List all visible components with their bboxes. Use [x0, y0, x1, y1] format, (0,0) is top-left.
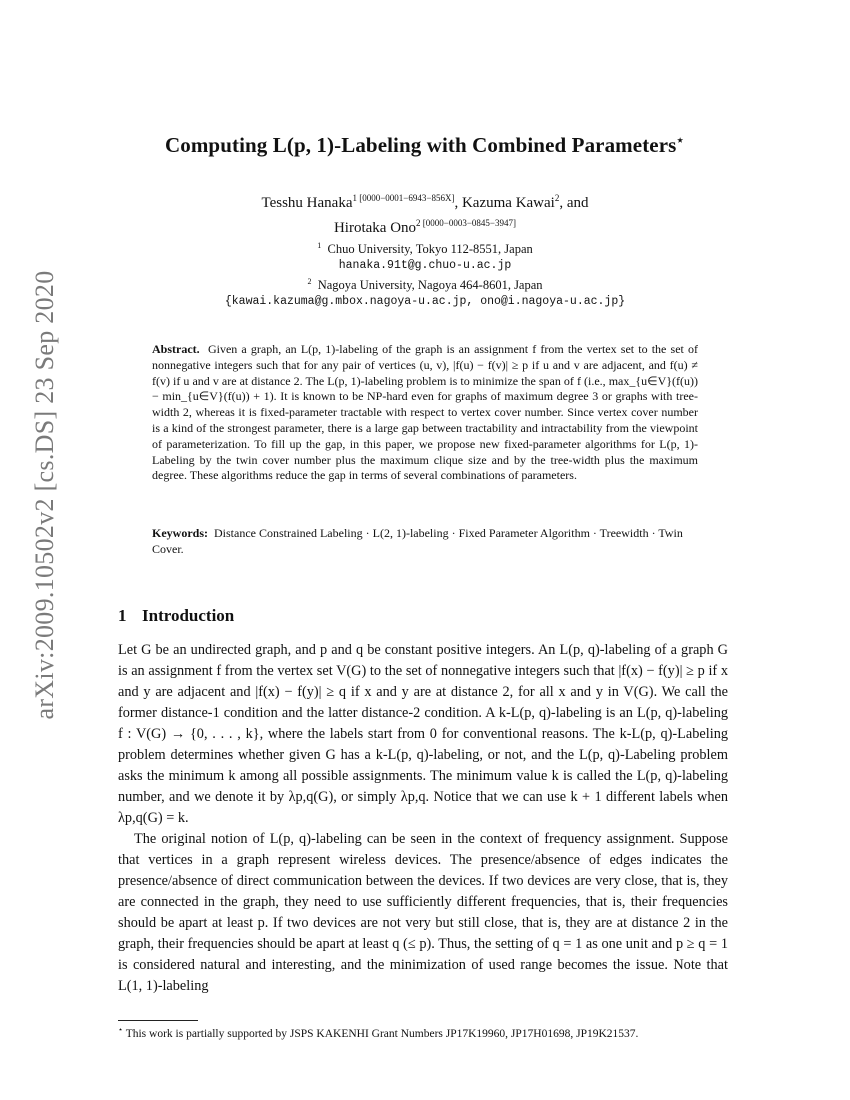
affiliation-2	[150, 274, 700, 294]
body-paragraph-2: The original notion of L(p, q)-labeling can be seen in the context of frequency assignment. Suppose that vertices in a graph represent wireless devices. The presence/absence of edges indicates the presence/absence of direct communication between the devices. If two devices are very close, that is, they are connected in the graph, they need to use sufficiently different frequencies, that is, their frequencies should be apart at least p. If two devices are not very but still close, that is, they are at distance 2 in the graph, their frequencies should be apart at least q (≤ p). Thus, the setting of q = 1 as one unit and p ≥ q = 1 is considered natural and interesting, and the minimization of used range becomes the issue. Note that L(1, 1)-labeling	[118, 831, 728, 994]
footnote-mark: ⋆	[118, 1025, 124, 1034]
section-title: Introduction	[142, 606, 235, 625]
affiliation-2-email: {kawai.kazuma@g.mbox.nagoya-u.ac.jp, ono@i.nagoya-u.ac.jp}	[224, 294, 626, 308]
body-paragraph-1: Let G be an undirected graph, and p and q be constant positive integers. An L(p, q)-labeling of a graph G is an assignment f from the vertex set V(G) to the set of nonnegative integers such that |f(x) − f(y)| ≥ p if x and y are adjacent and |f(x) − f(y)| ≥ q if x and y are at distance 2, for all x and y in V(G). We call the former distance-1 condition and the latter distance-2 condition. A k-L(p, q)-labeling is an L(p, q)-labeling f : V(G) → {0, . . . , k}, where the labels start from 0 for conventional reasons. The k-L(p, q)-Labeling problem determines whether given G has a k-L(p, q)-labeling, or not, and the L(p, q)-Labeling problem asks the minimum k among all possible assignments. The minimum value k is called the L(p, q)-labeling number, and we denote it by λp,q(G), or simply λp,q. Notice that we can use k + 1 different labels when λp,q(G) = k.	[118, 642, 728, 826]
affiliation-2-number: 2	[307, 277, 312, 287]
abstract	[152, 342, 698, 484]
affiliation-1-number: 1	[317, 241, 322, 250]
footnote	[118, 1022, 728, 1042]
abstract-label: Abstract.	[152, 342, 200, 356]
title-footnote-mark: ⋆	[676, 133, 685, 147]
author-ono: Hirotaka Ono	[333, 220, 417, 236]
author-and: , and	[559, 195, 589, 211]
keywords-label: Keywords:	[152, 526, 208, 540]
keywords-text: Distance Constrained Labeling · L(2, 1)-labeling · Fixed Parameter Algorithm · Treewidth · Twin Cover.	[152, 526, 683, 556]
affiliation-2-text: Nagoya University, Nagoya 464-8601, Japan	[317, 278, 543, 293]
paper-title-text: Computing L(p, 1)-Labeling with Combined Parameters	[164, 133, 677, 157]
arxiv-sidebar	[27, 270, 63, 720]
affiliation-1-text: Chuo University, Tokyo 112-8551, Japan	[327, 242, 533, 257]
affiliation-1	[150, 238, 700, 258]
footnote-text: This work is partially supported by JSPS KAKENHI Grant Numbers JP17K19960, JP17H01698, JP19K21537.	[125, 1027, 639, 1040]
author-hanaka: Tesshu Hanaka	[261, 195, 353, 211]
affiliation-1-email: hanaka.91t@g.chuo-u.ac.jp	[338, 258, 512, 272]
abstract-text: Given a graph, an L(p, 1)-labeling of the graph is an assignment f from the vertex set to the set of nonnegative integers such that for any pair of vertices (u, v), |f(u) − f(v)| ≥ p if u and v are adjacent, and f(u) ≠ f(v) if u and v are at distance 2. The L(p, 1)-labeling problem is to minimize the span of f (i.e., max_{u∈V}(f(u)) − min_{u∈V}(f(u)) + 1). It is known to be NP-hard even for graphs of maximum degree 3 or graphs with tree-width 2, whereas it is fixed-parameter tractable with respect to vertex cover number. Since vertex cover number is a kind of the strongest parameter, there is a large gap between tractability and intractability from the viewpoint of parameterization. To fill up the gap, in this paper, we propose new fixed-parameter algorithms for L(p, 1)-Labeling by the twin cover number plus the maximum clique size and by the tree-width plus the maximum degree. These algorithms reduce the gap in terms of several combinations of parameters.	[152, 342, 698, 483]
affiliations	[150, 238, 700, 310]
footnote-divider	[118, 1020, 198, 1021]
section-heading	[118, 606, 234, 626]
author-hanaka-orcid: 1 [0000−0001−6943−856X]	[352, 193, 455, 203]
author-ono-orcid: 2 [0000−0003−0845−3947]	[416, 218, 517, 228]
body-text	[118, 640, 728, 997]
keywords	[152, 526, 698, 558]
arxiv-identifier: arXiv:2009.10502v2 [cs.DS] 23 Sep 2020	[30, 270, 59, 720]
author-kawai: , Kazuma Kawai	[454, 195, 555, 211]
section-number: 1	[118, 606, 127, 625]
author-list	[150, 188, 700, 238]
author-kawai-affil: 2	[554, 193, 560, 203]
paper-title	[118, 133, 731, 158]
